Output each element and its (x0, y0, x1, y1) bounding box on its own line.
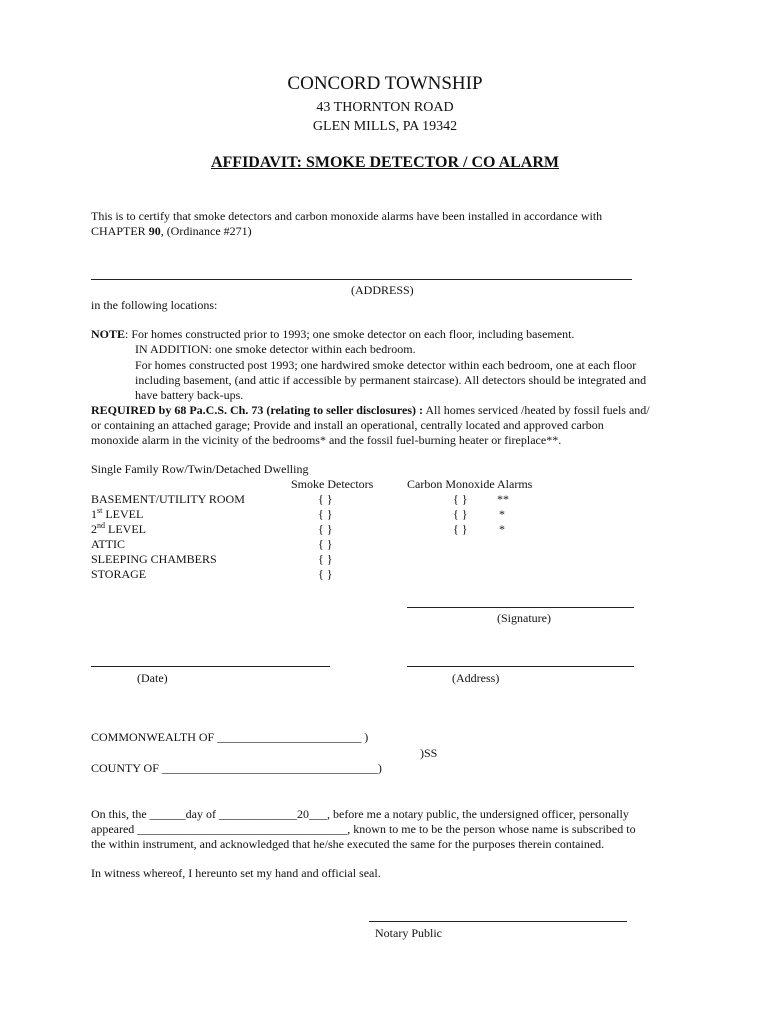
smoke-checkbox[interactable]: { } (318, 567, 333, 581)
notary-para-line3: the within instrument, and acknowledged that he/she executed the same for the purposes therein contained. (91, 837, 605, 851)
ss-mark: )SS (420, 746, 438, 760)
township-title: CONCORD TOWNSHIP (287, 73, 483, 94)
location-label: ATTIC (91, 537, 125, 551)
note-line1: NOTE: For homes constructed prior to 1993; one smoke detector on each floor, including basement. (91, 327, 575, 341)
date-line[interactable] (91, 666, 330, 667)
smoke-checkbox[interactable]: { } (318, 537, 333, 551)
co-checkbox[interactable]: { } (453, 492, 468, 506)
location-label: 1st LEVEL (91, 506, 144, 521)
signer-address-line[interactable] (407, 666, 634, 667)
smoke-checkbox[interactable]: { } (318, 507, 333, 521)
following-locations-text: in the following locations: (91, 298, 218, 312)
required-line1: REQUIRED by 68 Pa.C.S. Ch. 73 (relating to seller disclosures) : All homes serviced /heated by fossil fuels and/ (91, 403, 650, 417)
notary-public-label: Notary Public (375, 926, 442, 940)
witness-text: In witness whereof, I hereunto set my hand and official seal. (91, 866, 381, 880)
dwelling-type: Single Family Row/Twin/Detached Dwelling (91, 462, 309, 476)
note-line3: For homes constructed post 1993; one hardwired smoke detector within each bedroom, one at each floor (135, 358, 637, 372)
notary-signature-line[interactable] (369, 921, 627, 922)
signature-label: (Signature) (497, 611, 551, 625)
co-footnote-mark: * (499, 507, 505, 521)
note-line5: have battery back-ups. (135, 388, 244, 402)
co-alarms-header: Carbon Monoxide Alarms (407, 477, 533, 491)
location-label: STORAGE (91, 567, 147, 581)
smoke-checkbox[interactable]: { } (318, 552, 333, 566)
required-line2: or containing an attached garage; Provide and install an operational, centrally located and approved carbon (91, 418, 604, 432)
intro-line2: CHAPTER 90, (Ordinance #271) (91, 224, 252, 238)
signer-address-label: (Address) (452, 671, 500, 685)
smoke-checkbox[interactable]: { } (318, 522, 333, 536)
address-label: (ADDRESS) (351, 283, 414, 297)
co-checkbox[interactable]: { } (453, 507, 468, 521)
note-line4: including basement, (and attic if accessible by permanent staircase). All detectors should be integrated and (135, 373, 647, 387)
address-underline[interactable] (91, 279, 632, 280)
location-label: BASEMENT/UTILITY ROOM (91, 492, 245, 506)
form-title: AFFIDAVIT: SMOKE DETECTOR / CO ALARM (210, 154, 560, 171)
date-label: (Date) (137, 671, 168, 685)
smoke-detectors-header: Smoke Detectors (291, 477, 374, 491)
commonwealth-field[interactable]: COMMONWEALTH OF ________________________ ) (91, 730, 369, 744)
co-footnote-mark: * (499, 522, 505, 536)
location-label: 2nd LEVEL (91, 521, 146, 536)
notary-para-line1: On this, the ______day of _____________20___, before me a notary public, the undersigned officer, personally (91, 807, 629, 821)
smoke-checkbox[interactable]: { } (318, 492, 333, 506)
notary-para-line2: appeared ___________________________________, known to me to be the person whose name is subscribed to (91, 822, 636, 836)
location-label: SLEEPING CHAMBERS (91, 552, 217, 566)
co-footnote-mark: ** (497, 492, 509, 506)
signature-line[interactable] (407, 607, 634, 608)
note-line2: IN ADDITION: one smoke detector within each bedroom. (135, 342, 416, 356)
co-checkbox[interactable]: { } (453, 522, 468, 536)
township-address-line2: GLEN MILLS, PA 19342 (312, 119, 458, 134)
intro-line1: This is to certify that smoke detectors and carbon monoxide alarms have been installed in accordance with (91, 209, 603, 223)
required-line3: monoxide alarm in the vicinity of the bedrooms* and the fossil fuel-burning heater or fireplace**. (91, 433, 562, 447)
county-field[interactable]: COUNTY OF ____________________________________) (91, 761, 382, 775)
township-address-line1: 43 THORNTON ROAD (316, 100, 454, 115)
